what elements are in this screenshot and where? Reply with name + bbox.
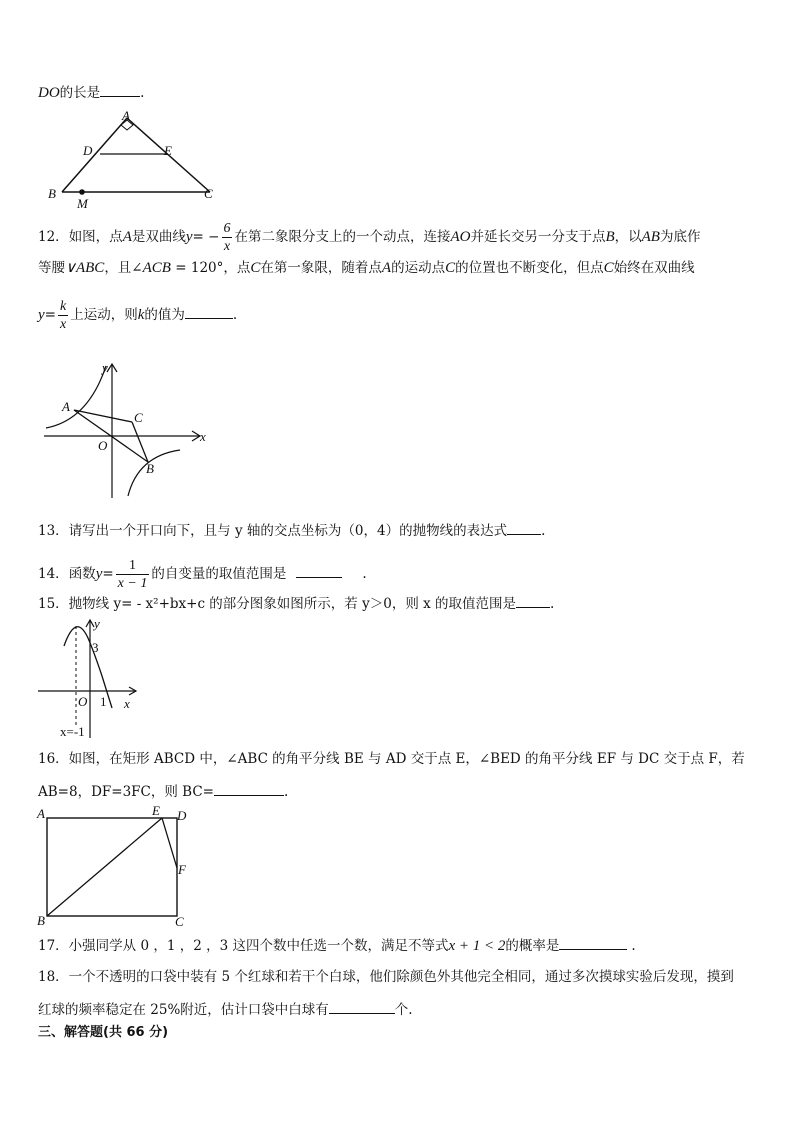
svg-text:3: 3 [92,640,99,655]
svg-text:D: D [177,808,187,823]
svg-text:B: B [146,461,154,476]
svg-text:x: x [124,696,130,711]
q16-figure [36,802,196,929]
svg-text:F: F [178,862,186,877]
svg-text:x: x [200,429,206,444]
answer-blank [185,304,233,319]
q11-tail: DO的长是 . [38,82,144,103]
answer-blank [516,593,550,608]
q12-figure [40,360,220,502]
answer-blank [214,781,284,796]
svg-text:A: A [62,399,70,414]
svg-text:1: 1 [100,694,107,709]
svg-text:M: M [77,196,88,211]
answer-blank [100,82,140,97]
q16-line2: AB=8，DF=3FC，则 BC= . [38,781,288,802]
fraction: $\frac{k}{x}$ [59,299,67,332]
svg-text:D: D [83,143,93,158]
answer-blank [559,935,627,950]
q15-figure [36,616,146,740]
fraction: $\frac{1}{x - 1}$ [117,558,148,591]
q15: 15．抛物线 y= - x²+bx+c 的部分图象如图所示，若 y＞0，则 x 的取值范围是 . [38,593,554,614]
svg-text:E: E [152,803,160,818]
fraction: $\frac{6}{x}$ [223,221,231,254]
svg-text:C: C [134,410,143,425]
svg-text:O: O [98,438,108,453]
q12-line3: y= $\frac{k}{x}$ 上运动，则k的值为 . [38,299,238,332]
svg-text:x=-1: x=-1 [60,724,85,739]
svg-text:C: C [204,186,213,201]
svg-text:O: O [78,694,88,709]
q18-line1: 18．一个不透明的口袋中装有 5 个红球和若干个白球，他们除颜色外其他完全相同，通过多次摸球实验后发现，摸到 [38,969,734,985]
answer-blank [507,520,541,535]
q12-line1: 12．如图，点A是双曲线y= − $\frac{6}{x}$ 在第二象限分支上的一个动点，连接AO并延长交另一分支于点B，以AB为底作 [38,221,701,254]
point-m [79,189,85,195]
svg-text:B: B [37,913,45,928]
section-heading: 三、解答题(共 66 分) [38,1025,169,1040]
svg-text:E: E [164,143,172,158]
answer-blank [296,563,342,578]
svg-text:y: y [102,360,108,375]
q17: 17．小强同学从 0 ，1 ，2 ，3 这四个数中任选一个数，满足不等式x + 1 < 2的概率是 . [38,935,636,956]
svg-text:A: A [122,108,130,123]
q13: 13．请写出一个开口向下，且与 y 轴的交点坐标为（0，4）的抛物线的表达式 . [38,520,545,541]
svg-text:C: C [175,914,184,929]
q14: 14．函数y= $\frac{1}{x - 1}$ 的自变量的取值范围是 . [38,558,367,591]
q18-line2: 红球的频率稳定在 25%附近，估计口袋中白球有 个. [38,999,413,1020]
svg-text:y: y [94,616,100,631]
q12-line2: 等腰∨ABC，且∠ACB = 120°，点C在第一象限，随着点A的运动点C的位置也不断变化，但点C始终在双曲线 [38,260,695,276]
svg-text:B: B [48,186,56,201]
q11-figure [40,108,240,210]
svg-text:A: A [37,806,45,821]
q16-line1: 16．如图，在矩形 ABCD 中，∠ABC 的角平分线 BE 与 AD 交于点 E，∠BED 的角平分线 EF 与 DC 交于点 F，若 [38,751,745,767]
answer-blank [329,999,395,1014]
